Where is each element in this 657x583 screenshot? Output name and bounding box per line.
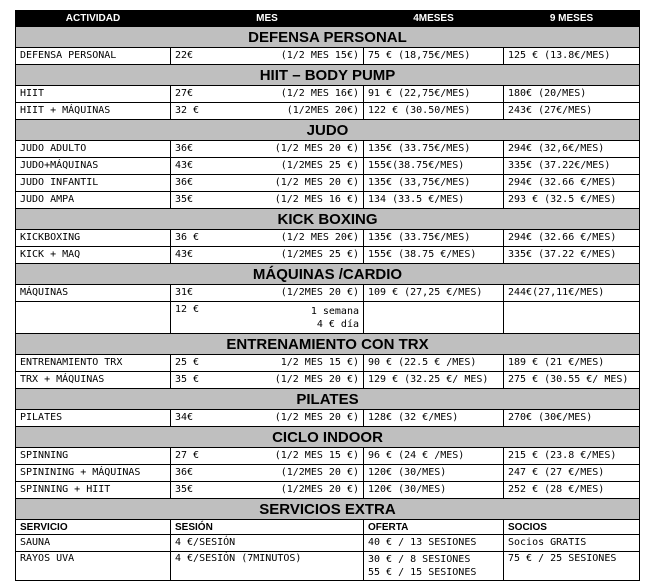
half-month-price: (1/2 MES 20€) (280, 232, 359, 243)
table-row (16, 372, 640, 389)
activity-name: JUDO+MÁQUINAS (16, 158, 171, 175)
half-month-price: (1/2MES 25 €) (280, 160, 359, 171)
header-actividad: ACTIVIDAD (16, 11, 171, 27)
activity-name: SPINNING (16, 448, 171, 465)
monthly-price: 35 € (175, 374, 200, 385)
activity-name: TRX + MÁQUINAS (16, 372, 171, 389)
service-name: SAUNA (16, 535, 171, 552)
nine-month-price: 335€ (37.22 €/MES) (504, 247, 640, 264)
price-table (15, 10, 640, 581)
monthly-price: 36€ (175, 467, 194, 478)
activity-name: SPINNING + HIIT (16, 482, 171, 499)
table-row (16, 302, 640, 334)
four-month-price: 122 € (30.50/MES) (364, 103, 504, 120)
table-row (16, 285, 640, 302)
activity-name: JUDO AMPA (16, 192, 171, 209)
half-month-price: (1/2 MES 15€) (280, 50, 359, 61)
session-header: SESIÓN (171, 520, 364, 535)
nine-month-price: 215 € (23.8 €/MES) (504, 448, 640, 465)
table-header (16, 11, 640, 27)
monthly-price-cell (171, 247, 364, 264)
four-month-price: 155€ (38.75 €/MES) (364, 247, 504, 264)
members-header: SOCIOS (504, 520, 640, 535)
monthly-price: 32 € (175, 105, 200, 116)
section-title: DEFENSA PERSONAL (16, 27, 640, 48)
offer-price-alt: 55 € / 15 SESIONES (368, 567, 477, 578)
nine-month-price: 189 € (21 €/MES) (504, 355, 640, 372)
offer-price: 40 € / 13 SESIONES (368, 537, 477, 548)
table-row (16, 482, 640, 499)
service-header: SERVICIO (16, 520, 171, 535)
half-month-price: (1/2 MES 20 €) (274, 177, 359, 188)
monthly-price: 43€ (175, 249, 194, 260)
four-month-price: 155€(38.75€/MES) (364, 158, 504, 175)
half-month-price: (1/2 MES 20 €) (274, 374, 359, 385)
section-header (16, 264, 640, 285)
table-row (16, 410, 640, 427)
monthly-price-cell (171, 192, 364, 209)
extras-header (16, 520, 640, 535)
section-header (16, 120, 640, 141)
table-row (16, 355, 640, 372)
monthly-price: 36€ (175, 177, 194, 188)
empty-cell (16, 302, 171, 334)
session-price: 4 €/SESIÓN (171, 535, 364, 552)
section-header (16, 427, 640, 448)
four-month-price: 75 € (18,75€/MES) (364, 48, 504, 65)
nine-month-price: 294€ (32.66 €/MES) (504, 230, 640, 247)
weekly-price: 12 € (175, 304, 200, 315)
section-title: PILATES (16, 389, 640, 410)
monthly-price: 35€ (175, 194, 194, 205)
monthly-price-cell (171, 285, 364, 302)
section-header (16, 65, 640, 86)
table-row (16, 48, 640, 65)
nine-month-price: 125 € (13.8€/MES) (504, 48, 640, 65)
members-price: Socios GRATIS (504, 535, 640, 552)
members-price: 75 € / 25 SESIONES (504, 552, 640, 581)
monthly-price-cell (171, 48, 364, 65)
monthly-price-cell (171, 175, 364, 192)
nine-month-price: 294€ (32,6€/MES) (504, 141, 640, 158)
monthly-price-cell (171, 86, 364, 103)
activity-name: ENTRENAMIENTO TRX (16, 355, 171, 372)
empty-cell (504, 302, 640, 334)
table-row (16, 158, 640, 175)
table-row (16, 230, 640, 247)
four-month-price: 128€ (32 €/MES) (364, 410, 504, 427)
table-row (16, 448, 640, 465)
nine-month-price: 244€(27,11€/MES) (504, 285, 640, 302)
four-month-price: 96 € (24 € /MES) (364, 448, 504, 465)
table-row (16, 192, 640, 209)
activity-name: HIIT + MÁQUINAS (16, 103, 171, 120)
monthly-price-cell (171, 103, 364, 120)
monthly-price: 22€ (175, 50, 194, 61)
table-row (16, 141, 640, 158)
half-month-price: (1/2 MES 15 €) (274, 450, 359, 461)
monthly-price: 36€ (175, 143, 194, 154)
monthly-price-cell (171, 482, 364, 499)
half-month-price: (1/2MES 25 €) (280, 249, 359, 260)
section-header (16, 27, 640, 48)
nine-month-price: 252 € (28 €/MES) (504, 482, 640, 499)
offer-cell (364, 535, 504, 552)
nine-month-price: 335€ (37.22€/MES) (504, 158, 640, 175)
monthly-price-cell (171, 355, 364, 372)
activity-name: PILATES (16, 410, 171, 427)
monthly-price: 25 € (175, 357, 200, 368)
section-header (16, 209, 640, 230)
four-month-price: 90 € (22.5 € /MES) (364, 355, 504, 372)
nine-month-price: 247 € (27 €/MES) (504, 465, 640, 482)
monthly-price: 35€ (175, 484, 194, 495)
half-month-price: 1/2 MES 15 €) (280, 357, 359, 368)
four-month-price: 109 € (27,25 €/MES) (364, 285, 504, 302)
header-4meses: 4MESES (364, 11, 504, 27)
monthly-price: 36 € (175, 232, 200, 243)
activity-name: JUDO INFANTIL (16, 175, 171, 192)
nine-month-price: 294€ (32.66 €/MES) (504, 175, 640, 192)
offer-price: 30 € / 8 SESIONES (368, 554, 471, 565)
nine-month-price: 293 € (32.5 €/MES) (504, 192, 640, 209)
weekly-label: 1 semana (310, 306, 359, 317)
half-month-price: (1/2MES 20 €) (280, 467, 359, 478)
activity-name: KICK + MAQ (16, 247, 171, 264)
weekly-price-cell (171, 302, 364, 334)
monthly-price: 27€ (175, 88, 194, 99)
half-month-price: (1/2MES 20 €) (280, 484, 359, 495)
monthly-price-cell (171, 230, 364, 247)
table-row (16, 552, 640, 581)
four-month-price: 135€ (33.75€/MES) (364, 230, 504, 247)
monthly-price-cell (171, 465, 364, 482)
section-title: ENTRENAMIENTO CON TRX (16, 334, 640, 355)
offer-cell (364, 552, 504, 581)
nine-month-price: 180€ (20/MES) (504, 86, 640, 103)
monthly-price-cell (171, 158, 364, 175)
section-header (16, 499, 640, 520)
section-header (16, 334, 640, 355)
half-month-price: (1/2 MES 20 €) (274, 412, 359, 423)
four-month-price: 120€ (30/MES) (364, 482, 504, 499)
section-title: MÁQUINAS /CARDIO (16, 264, 640, 285)
four-month-price: 129 € (32.25 €/ MES) (364, 372, 504, 389)
table-row (16, 247, 640, 264)
half-month-price: (1/2 MES 16€) (280, 88, 359, 99)
section-title: KICK BOXING (16, 209, 640, 230)
table-row (16, 103, 640, 120)
monthly-price-cell (171, 141, 364, 158)
activity-name: DEFENSA PERSONAL (16, 48, 171, 65)
activity-name: JUDO ADULTO (16, 141, 171, 158)
service-name: RAYOS UVA (16, 552, 171, 581)
activity-name: SPININING + MÁQUINAS (16, 465, 171, 482)
table-row (16, 465, 640, 482)
session-price: 4 €/SESIÓN (7MINUTOS) (171, 552, 364, 581)
section-header (16, 389, 640, 410)
table-row (16, 86, 640, 103)
activity-name: MÁQUINAS (16, 285, 171, 302)
nine-month-price: 243€ (27€/MES) (504, 103, 640, 120)
four-month-price: 91 € (22,75€/MES) (364, 86, 504, 103)
half-month-price: (1/2 MES 16 €) (274, 194, 359, 205)
four-month-price: 135€ (33,75€/MES) (364, 175, 504, 192)
half-month-price: (1/2 MES 20 €) (274, 143, 359, 154)
daily-label: 4 € día (316, 319, 359, 330)
four-month-price: 135€ (33.75€/MES) (364, 141, 504, 158)
four-month-price: 134 (33.5 €/MES) (364, 192, 504, 209)
nine-month-price: 275 € (30.55 €/ MES) (504, 372, 640, 389)
offer-header: OFERTA (364, 520, 504, 535)
price-sheet (15, 10, 639, 581)
activity-name: HIIT (16, 86, 171, 103)
table-row (16, 175, 640, 192)
empty-cell (364, 302, 504, 334)
section-title: JUDO (16, 120, 640, 141)
monthly-price-cell (171, 410, 364, 427)
monthly-price: 27 € (175, 450, 200, 461)
monthly-price-cell (171, 372, 364, 389)
header-mes: MES (171, 11, 364, 27)
nine-month-price: 270€ (30€/MES) (504, 410, 640, 427)
table-row (16, 535, 640, 552)
half-month-price: (1/2MES 20€) (286, 105, 359, 116)
header-9meses: 9 MESES (504, 11, 640, 27)
monthly-price: 34€ (175, 412, 194, 423)
monthly-price-cell (171, 448, 364, 465)
activity-name: KICKBOXING (16, 230, 171, 247)
monthly-price: 31€ (175, 287, 194, 298)
monthly-price: 43€ (175, 160, 194, 171)
four-month-price: 120€ (30/MES) (364, 465, 504, 482)
half-month-price: (1/2MES 20 €) (280, 287, 359, 298)
section-title: CICLO INDOOR (16, 427, 640, 448)
section-title: HIIT – BODY PUMP (16, 65, 640, 86)
section-title: SERVICIOS EXTRA (16, 499, 640, 520)
